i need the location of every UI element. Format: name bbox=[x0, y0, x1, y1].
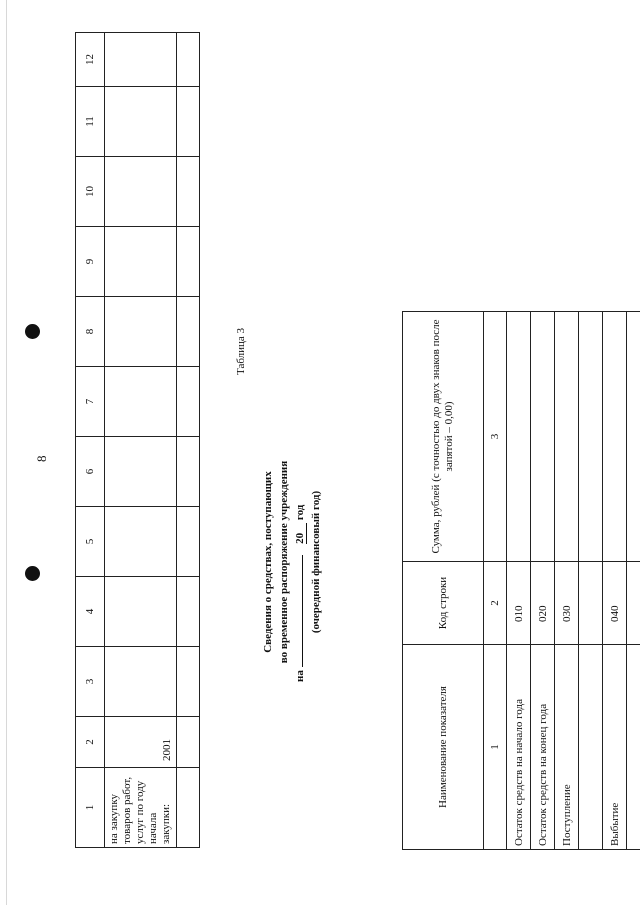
row-code bbox=[627, 562, 640, 645]
table-cell bbox=[105, 33, 177, 87]
table-cell bbox=[177, 227, 200, 297]
row-name bbox=[627, 645, 640, 850]
punch-hole bbox=[25, 566, 40, 581]
table-cell bbox=[105, 507, 177, 577]
table-cell bbox=[105, 367, 177, 437]
table-cell bbox=[177, 297, 200, 367]
table-title bbox=[260, 442, 324, 682]
page-number: 8 bbox=[34, 455, 49, 462]
scan-edge bbox=[6, 0, 7, 905]
title-suffix: год bbox=[294, 504, 306, 521]
title-line: Сведения о средствах, поступающих bbox=[262, 471, 274, 653]
table-row bbox=[603, 312, 627, 850]
table-cell bbox=[105, 437, 177, 507]
title-prefix: на bbox=[294, 670, 306, 682]
row-code: 010 bbox=[507, 562, 531, 645]
table-cell bbox=[105, 647, 177, 717]
table-row bbox=[579, 312, 603, 850]
row-label-line: услуг по году bbox=[134, 780, 146, 844]
table-cell bbox=[177, 507, 200, 577]
row-name: Остаток средств на начало года bbox=[507, 645, 531, 850]
column-number: 3 bbox=[76, 647, 105, 717]
table-cell bbox=[177, 157, 200, 227]
row-label-line: товаров работ, bbox=[121, 776, 133, 844]
table-cell bbox=[177, 577, 200, 647]
row-name: Поступление bbox=[555, 645, 579, 850]
row-code: 040 bbox=[603, 562, 627, 645]
table-cell bbox=[177, 717, 200, 768]
row-sum bbox=[579, 312, 603, 562]
row-label-line: на закупку bbox=[108, 793, 120, 844]
column-number: 2 bbox=[76, 717, 105, 768]
table-row bbox=[507, 312, 531, 850]
header-code: Код строки bbox=[403, 562, 484, 645]
table-cell bbox=[177, 33, 200, 87]
column-number: 3 bbox=[484, 312, 507, 562]
row-label-cell bbox=[105, 768, 177, 848]
column-number: 10 bbox=[76, 157, 105, 227]
row-sum bbox=[555, 312, 579, 562]
table-cell bbox=[177, 768, 200, 848]
column-number: 6 bbox=[76, 437, 105, 507]
column-number: 1 bbox=[76, 768, 105, 848]
table-row bbox=[531, 312, 555, 850]
row-sum bbox=[531, 312, 555, 562]
year-value: 2001 bbox=[105, 717, 177, 768]
table-cell bbox=[177, 367, 200, 437]
table-caption: Таблица 3 bbox=[235, 327, 247, 375]
table-cell bbox=[105, 577, 177, 647]
column-number: 9 bbox=[76, 227, 105, 297]
row-sum bbox=[627, 312, 640, 562]
table-cell bbox=[105, 227, 177, 297]
punch-hole bbox=[25, 324, 40, 339]
row-label-line: начала закупки: bbox=[147, 803, 172, 844]
header-sum: Сумма, рублей (с точностью до двух знаков после запятой – 0,00) bbox=[403, 312, 484, 562]
year-prefix: 20 bbox=[294, 523, 307, 544]
column-number: 5 bbox=[76, 507, 105, 577]
row-sum bbox=[603, 312, 627, 562]
column-number: 8 bbox=[76, 297, 105, 367]
table-cell bbox=[105, 87, 177, 157]
row-code: 020 bbox=[531, 562, 555, 645]
column-number: 2 bbox=[484, 562, 507, 645]
column-number: 11 bbox=[76, 87, 105, 157]
column-number: 1 bbox=[484, 645, 507, 850]
column-number: 12 bbox=[76, 33, 105, 87]
table-cell bbox=[177, 87, 200, 157]
top-table bbox=[75, 33, 192, 848]
row-name: Остаток средств на конец года bbox=[531, 645, 555, 850]
title-subline: (очередной финансовый год) bbox=[310, 490, 322, 634]
table-cell bbox=[105, 157, 177, 227]
row-name: Выбытие bbox=[603, 645, 627, 850]
table-cell bbox=[177, 647, 200, 717]
blank-line bbox=[302, 555, 303, 667]
table-3 bbox=[402, 312, 621, 850]
table-row bbox=[627, 312, 640, 850]
table-cell bbox=[177, 437, 200, 507]
column-number: 4 bbox=[76, 577, 105, 647]
header-name: Наименование показателя bbox=[403, 645, 484, 850]
row-sum bbox=[507, 312, 531, 562]
table-cell bbox=[105, 297, 177, 367]
column-number: 7 bbox=[76, 367, 105, 437]
row-name bbox=[579, 645, 603, 850]
row-code: 030 bbox=[555, 562, 579, 645]
title-line: во временное распоряжение учреждения bbox=[278, 460, 290, 664]
row-code bbox=[579, 562, 603, 645]
title-line bbox=[292, 442, 308, 682]
table-row bbox=[555, 312, 579, 850]
